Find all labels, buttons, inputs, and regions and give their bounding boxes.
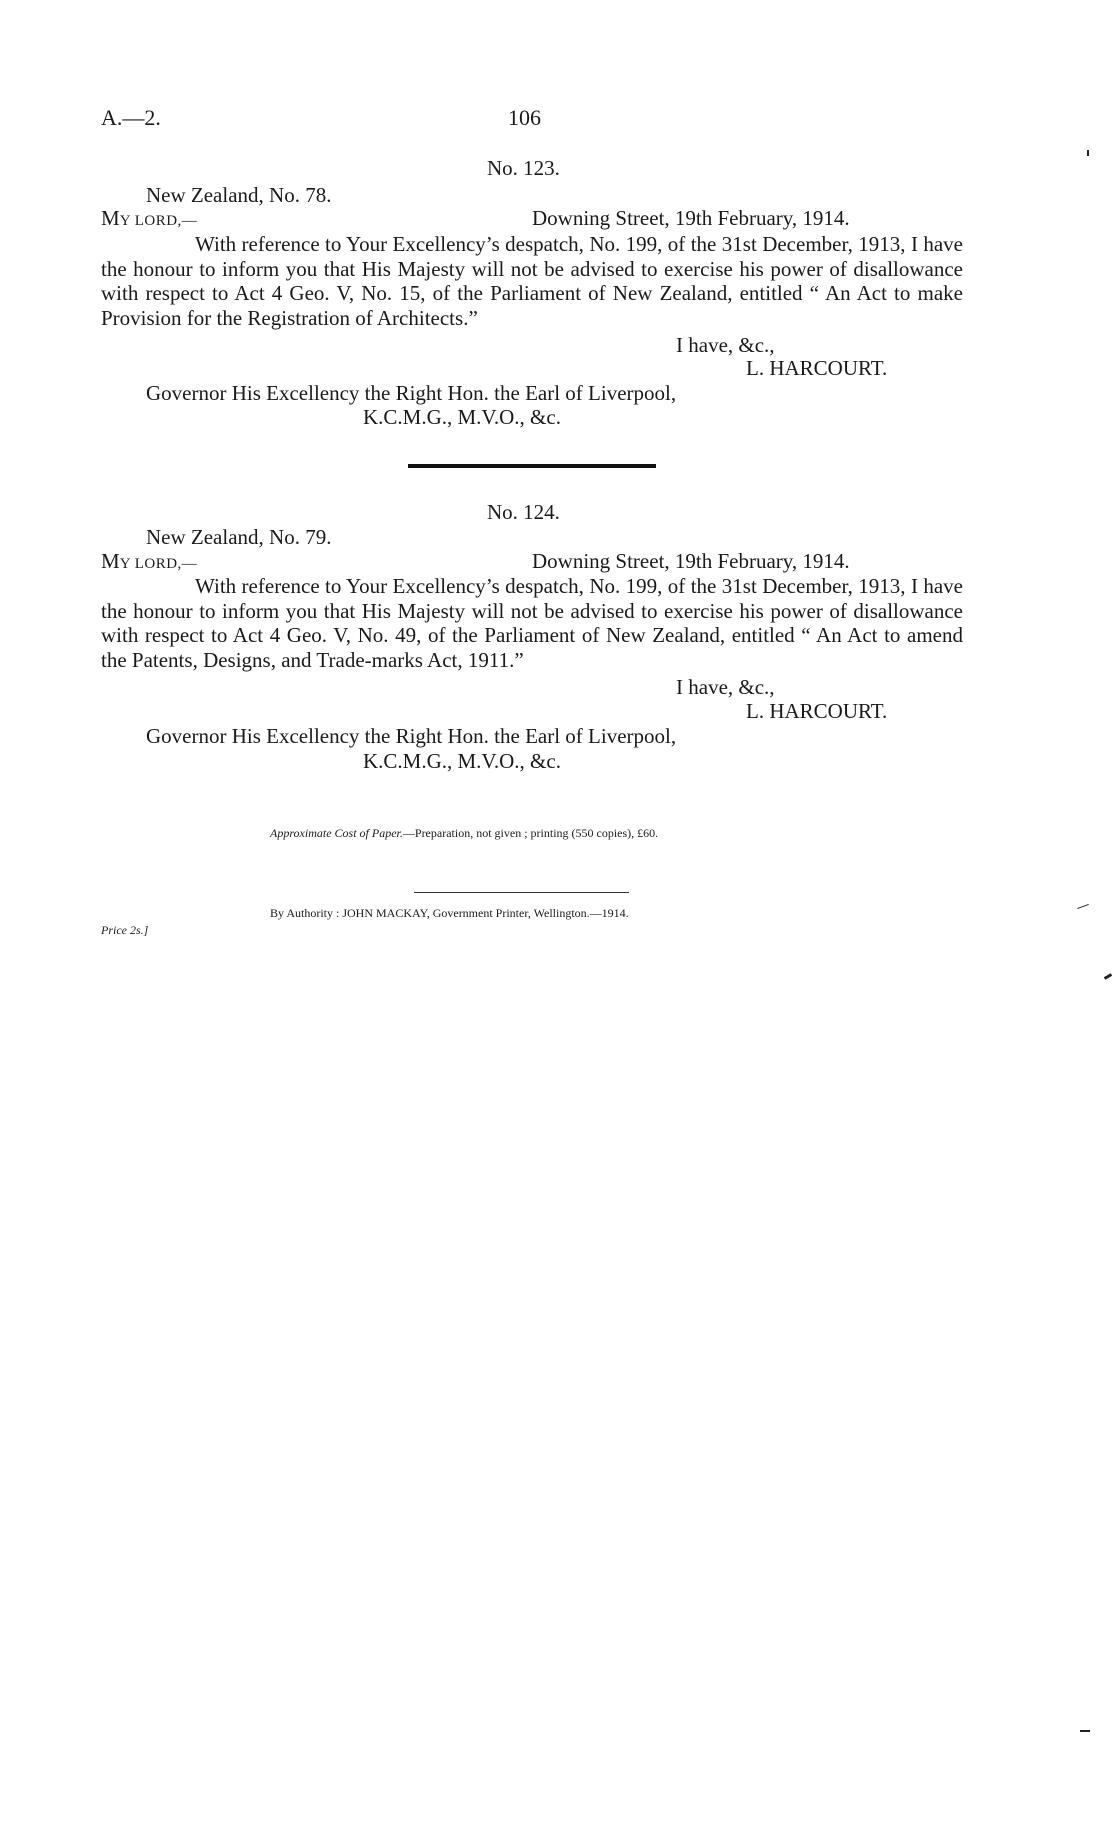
scan-mark xyxy=(1077,904,1089,909)
section-divider xyxy=(408,464,656,468)
cost-of-paper xyxy=(270,826,658,841)
scan-mark xyxy=(1104,973,1112,980)
printer-authority: By Authority : JOHN MACKAY, Government Printer, Wellington.—1914. xyxy=(270,906,629,920)
scan-mark xyxy=(1087,150,1089,156)
letter-body: With reference to Your Excellency’s despatch, No. 199, of the 31st December, 1913, I have the honour to inform you that His Majesty will not be advised to exercise his power of disallowance with respect to Act 4 Geo. V, No. 49, of the Parliament of New Zealand, entitled “ An Act to amend the Patents, Designs, and Trade-marks Act, 1911.” xyxy=(101,574,963,672)
letter-number: No. 123. xyxy=(487,156,560,180)
salutation-rest: Y LORD,— xyxy=(119,556,198,572)
addressee-line: Governor His Excellency the Right Hon. the Earl of Liverpool, xyxy=(146,724,677,748)
addressee-honours: K.C.M.G., M.V.O., &c. xyxy=(363,749,561,773)
signature: L. HARCOURT. xyxy=(746,699,888,723)
address-date: Downing Street, 19th February, 1914. xyxy=(532,549,850,573)
letter-number: No. 124. xyxy=(487,500,560,524)
letter-reference: New Zealand, No. 79. xyxy=(146,525,332,549)
scan-mark xyxy=(1080,1730,1090,1732)
address-date: Downing Street, 19th February, 1914. xyxy=(532,206,850,230)
salutation-rest: Y LORD,— xyxy=(119,213,198,229)
doc-reference: A.—2. xyxy=(101,105,161,130)
letter-body: With reference to Your Excellency’s despatch, No. 199, of the 31st December, 1913, I have the honour to inform you that His Majesty will not be advised to exercise his power of disallowance with respect to Act 4 Geo. V, No. 15, of the Parliament of New Zealand, entitled “ An Act to make Provision for the Registration of Architects.” xyxy=(101,232,963,330)
signature: L. HARCOURT. xyxy=(746,356,888,380)
price: Price 2s.] xyxy=(101,923,149,937)
cost-label: Approximate Cost of Paper. xyxy=(270,826,403,840)
letter-closing: I have, &c., xyxy=(676,333,775,357)
salutation-initial: M xyxy=(101,549,120,573)
salutation-initial: M xyxy=(101,206,120,230)
addressee-honours: K.C.M.G., M.V.O., &c. xyxy=(363,405,561,429)
cost-text: —Preparation, not given ; printing (550 copies), £60. xyxy=(402,826,659,840)
letter-closing: I have, &c., xyxy=(676,675,775,699)
footer-rule xyxy=(414,892,629,893)
letter-reference: New Zealand, No. 78. xyxy=(146,183,332,207)
salutation xyxy=(101,549,197,576)
salutation xyxy=(101,206,197,233)
addressee-line: Governor His Excellency the Right Hon. the Earl of Liverpool, xyxy=(146,381,677,405)
page-number: 106 xyxy=(508,105,541,130)
